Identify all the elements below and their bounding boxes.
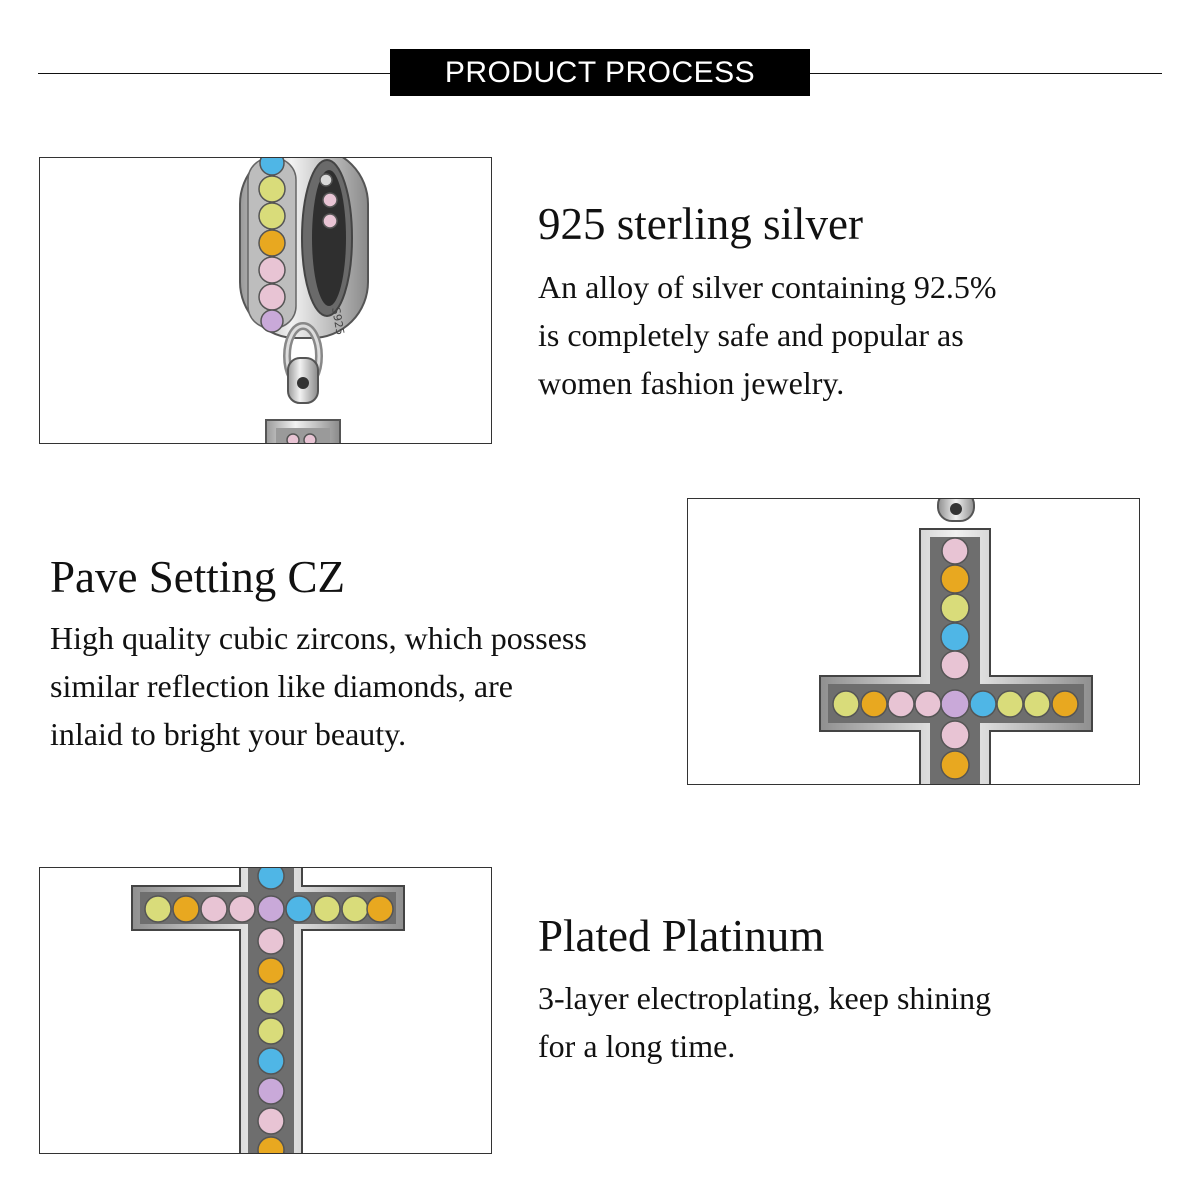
gemstone xyxy=(320,174,332,186)
gemstone xyxy=(258,958,284,984)
feature-title-plated: Plated Platinum xyxy=(538,911,825,961)
product-image-cross-lower xyxy=(39,867,492,1154)
gemstone xyxy=(258,928,284,954)
cross-center-illustration xyxy=(688,499,1139,784)
gemstone xyxy=(261,310,283,332)
header-rule-left xyxy=(38,73,390,74)
desc-line: inlaid to bright your beauty. xyxy=(50,716,407,752)
gemstone xyxy=(258,1048,284,1074)
s925-stamp: S925 xyxy=(329,306,347,337)
gemstone xyxy=(287,434,299,443)
feature-title-silver: 925 sterling silver xyxy=(538,199,863,249)
desc-line: An alloy of silver containing 92.5% xyxy=(538,269,997,305)
desc-line: High quality cubic zircons, which possess xyxy=(50,620,587,656)
gemstone xyxy=(258,896,284,922)
gemstone xyxy=(258,1078,284,1104)
header-title: PRODUCT PROCESS xyxy=(444,55,756,89)
gemstone xyxy=(286,896,312,922)
section-header xyxy=(390,49,810,96)
product-image-bail xyxy=(39,157,492,444)
gemstone xyxy=(145,896,171,922)
gemstone xyxy=(1024,691,1050,717)
gemstone xyxy=(941,721,969,749)
bail-closeup-illustration xyxy=(40,158,491,443)
gemstone xyxy=(259,203,285,229)
cross-stones xyxy=(833,538,1078,779)
gemstone xyxy=(942,538,968,564)
feature-title-pave: Pave Setting CZ xyxy=(50,552,345,602)
gemstone xyxy=(229,896,255,922)
gemstone xyxy=(367,896,393,922)
cross-lower-illustration xyxy=(40,868,491,1153)
feature-desc-silver xyxy=(538,263,997,407)
gemstone xyxy=(258,868,284,889)
gemstone xyxy=(915,691,941,717)
desc-line: for a long time. xyxy=(538,1028,736,1064)
gemstone xyxy=(941,651,969,679)
header-rule-right xyxy=(810,73,1162,74)
gemstone xyxy=(941,623,969,651)
desc-line: women fashion jewelry. xyxy=(538,365,845,401)
product-image-cross-center xyxy=(687,498,1140,785)
gemstone xyxy=(259,284,285,310)
gemstone xyxy=(861,691,887,717)
gemstone xyxy=(323,214,337,228)
gemstone xyxy=(941,751,969,779)
gemstone xyxy=(173,896,199,922)
gemstone xyxy=(304,434,316,443)
gemstone xyxy=(888,691,914,717)
gemstone xyxy=(941,594,969,622)
gemstone xyxy=(258,988,284,1014)
gemstone xyxy=(314,896,340,922)
gemstone xyxy=(260,158,284,175)
gemstone xyxy=(259,176,285,202)
desc-line: similar reflection like diamonds, are xyxy=(50,668,513,704)
gemstone xyxy=(941,690,969,718)
gemstone xyxy=(258,1018,284,1044)
gemstone xyxy=(970,691,996,717)
feature-desc-pave xyxy=(50,614,587,758)
desc-line: 3-layer electroplating, keep shining xyxy=(538,980,992,1016)
desc-line: is completely safe and popular as xyxy=(538,317,964,353)
gemstone xyxy=(342,896,368,922)
gemstone xyxy=(323,193,337,207)
gemstone xyxy=(201,896,227,922)
gemstone xyxy=(1052,691,1078,717)
gemstone xyxy=(833,691,859,717)
gemstone xyxy=(941,565,969,593)
gemstone xyxy=(259,257,285,283)
cross-stones xyxy=(145,868,393,1153)
gemstone xyxy=(259,230,285,256)
feature-desc-plated xyxy=(538,974,991,1070)
gemstone xyxy=(258,1108,284,1134)
gemstone xyxy=(997,691,1023,717)
